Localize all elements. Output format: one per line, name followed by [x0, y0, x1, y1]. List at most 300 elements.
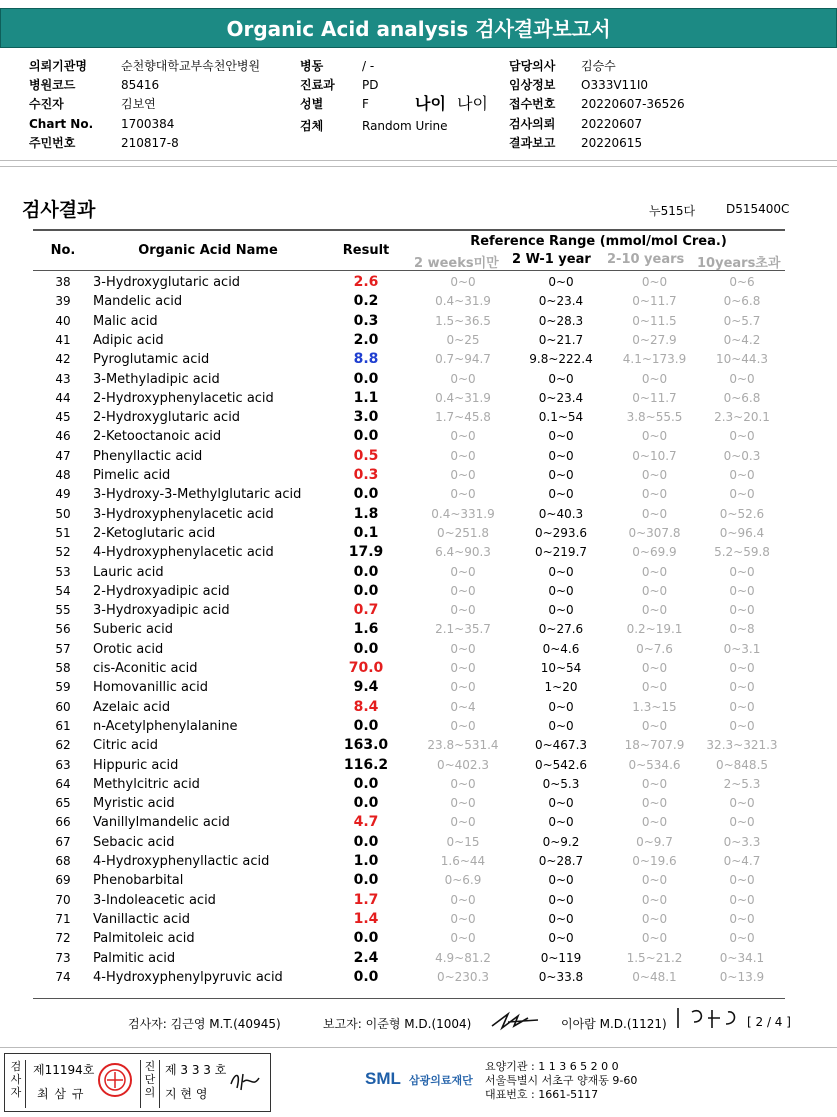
ref-adult: 10~44.3 [715, 352, 769, 367]
ref-child: 0~48.1 [632, 969, 677, 984]
ref-adult: 0~0 [729, 680, 755, 695]
ref-col-newborn: 2 weeks미만 [414, 256, 499, 271]
ref-child: 0~0 [641, 776, 668, 791]
ref-child: 0~10.7 [632, 448, 677, 463]
table-row [0, 427, 837, 446]
acid-name: Malic acid [93, 313, 158, 329]
result-value: 0.1 [353, 524, 379, 541]
header-col2-1-label: 진료과 [300, 78, 335, 93]
acid-name: Homovanillic acid [93, 680, 208, 696]
row-number: 57 [55, 641, 71, 656]
acid-name: 2-Hydroxyphenylacetic acid [93, 390, 274, 406]
ref-newborn: 1.7~45.8 [435, 410, 491, 425]
row-number: 65 [55, 796, 71, 811]
row-number: 39 [55, 294, 71, 309]
result-value: 0.0 [353, 582, 379, 599]
ref-newborn: 0~0 [450, 911, 476, 926]
result-value: 0.0 [353, 428, 379, 445]
ref-adult: 0~3.1 [723, 641, 761, 656]
ref-child: 18~707.9 [624, 738, 685, 753]
ref-newborn: 0~0 [450, 661, 476, 675]
ref-child: 0~0 [641, 796, 668, 811]
table-row [0, 273, 837, 292]
row-number: 40 [55, 313, 71, 328]
ref-adult: 0~5.7 [723, 313, 761, 328]
acid-name: Palmitoleic acid [93, 931, 195, 947]
footer-rule [33, 998, 785, 999]
row-number: 44 [55, 390, 71, 405]
acid-name: Pimelic acid [93, 468, 171, 483]
row-number: 49 [55, 487, 71, 502]
page-indicator: [ 2 / 4 ] [747, 1015, 791, 1029]
ref-infant: 10~54 [540, 661, 582, 675]
acid-name: Adipic acid [93, 332, 164, 348]
ref-adult: 0~34.1 [719, 950, 765, 965]
reporter-signature: 보고자: 이준형 M.D.(1004) [323, 1017, 472, 1031]
result-value: 0.0 [353, 717, 379, 734]
ref-newborn: 0~25 [446, 332, 480, 347]
ref-child: 0~0 [641, 371, 668, 386]
acid-name: Myristic acid [93, 796, 175, 812]
ref-child: 0.2~19.1 [626, 622, 683, 637]
row-number: 56 [55, 622, 71, 637]
stamp-doctor-name: 지 현 영 [165, 1087, 208, 1101]
section-title: 검사결과 [22, 199, 96, 221]
stamp-label-tester: 검사자 [7, 1060, 26, 1108]
acid-name: n-Acetylphenylalanine [93, 718, 238, 734]
table-row [0, 891, 837, 910]
ref-adult: 0~8 [729, 622, 755, 637]
result-value: 1.8 [353, 505, 379, 522]
ref-newborn: 0~6.9 [444, 873, 482, 888]
ref-infant: 0~27.6 [538, 622, 584, 637]
result-value: 2.0 [353, 331, 379, 348]
handwritten-signature-icon [672, 1004, 744, 1032]
org-logo [365, 1069, 473, 1089]
acid-name: 3-Hydroxyadipic acid [93, 603, 230, 619]
ref-child: 0~0 [641, 911, 668, 926]
acid-name: Lauric acid [93, 564, 164, 580]
header-col2-2-label: 성별 [300, 97, 324, 112]
row-number: 41 [55, 332, 71, 347]
acid-name: Methylcitric acid [93, 776, 200, 792]
ref-child: 0~0 [641, 506, 668, 521]
table-row [0, 813, 837, 832]
age-label: 나이 [415, 94, 446, 114]
table-row [0, 350, 837, 369]
result-value: 0.0 [353, 640, 379, 657]
ref-adult: 0~0 [729, 931, 755, 946]
ref-adult: 0~0 [729, 371, 755, 386]
table-row [0, 601, 837, 620]
ref-infant: 0~0 [548, 796, 574, 811]
ref-child: 0~0 [641, 718, 668, 733]
row-number: 59 [55, 680, 71, 695]
row-number: 69 [55, 873, 71, 888]
row-number: 74 [55, 969, 71, 984]
result-value: 0.5 [353, 447, 379, 464]
result-value: 1.7 [353, 891, 379, 908]
header-col1-3-value: 1700384 [121, 116, 175, 131]
result-value: 0.0 [353, 795, 379, 812]
ref-newborn: 0~0 [450, 275, 476, 289]
table-row [0, 659, 837, 678]
ref-infant: 0~28.3 [538, 313, 584, 328]
stamp-label-doctor: 진단의 [140, 1060, 160, 1108]
table-row [0, 871, 837, 890]
ref-infant: 0~0 [548, 429, 574, 444]
table-row [0, 620, 837, 639]
ref-newborn: 0~0 [450, 429, 476, 444]
ref-infant: 0~5.3 [542, 776, 580, 791]
header-col3-4-value: 20220615 [581, 135, 643, 150]
ref-adult: 0~13.9 [719, 969, 765, 984]
ref-newborn: 0.4~31.9 [435, 294, 491, 309]
header-col2-0-label: 병동 [300, 59, 324, 73]
row-number: 47 [55, 448, 71, 463]
acid-name: 4-Hydroxyphenylacetic acid [93, 545, 274, 561]
result-value: 0.7 [353, 602, 379, 619]
ref-infant: 0~0 [548, 931, 574, 946]
header-col3-4-label: 결과보고 [509, 135, 556, 150]
row-number: 71 [55, 911, 71, 926]
row-number: 54 [55, 583, 71, 598]
acid-name: Suberic acid [93, 622, 173, 638]
col-header-reference: Reference Range (mmol/mol Crea.) [470, 234, 727, 249]
result-value: 0.3 [353, 467, 379, 483]
ref-child: 0~0 [641, 931, 668, 946]
result-value: 8.8 [353, 351, 379, 368]
ref-infant: 0~0 [548, 718, 574, 733]
ref-adult: 0~0 [729, 429, 755, 444]
acid-name: 4-Hydroxyphenyllactic acid [93, 854, 270, 869]
ref-child: 0~534.6 [628, 757, 681, 772]
row-number: 72 [55, 931, 71, 946]
ref-child: 0~69.9 [632, 545, 677, 560]
ref-infant: 0~542.6 [534, 757, 588, 772]
ref-newborn: 0~0 [450, 603, 476, 618]
ref-child: 0~11.7 [632, 294, 677, 309]
ref-newborn: 2.1~35.7 [435, 622, 491, 637]
ref-adult: 0~0 [729, 699, 755, 714]
ref-adult: 0~0 [729, 873, 755, 888]
ref-infant: 0~0 [548, 275, 574, 289]
table-top-rule [33, 229, 785, 231]
result-value: 70.0 [348, 660, 384, 676]
ref-adult: 0~0 [729, 583, 755, 598]
ref-infant: 0~0 [548, 699, 574, 714]
table-row [0, 640, 837, 659]
header-col2-3-label: 검체 [300, 118, 324, 133]
table-row [0, 505, 837, 524]
row-number: 48 [55, 468, 71, 482]
table-row [0, 678, 837, 697]
org-line1: 요양기관 : 1 1 3 6 5 2 0 0 [485, 1060, 619, 1073]
ref-infant: 0~4.6 [542, 641, 580, 656]
ref-child: 0~0 [641, 583, 668, 598]
result-value: 0.0 [353, 833, 379, 850]
ref-adult: 2~5.3 [723, 776, 761, 791]
stamp-tester-no: 제11194호 [33, 1063, 95, 1077]
header-col1-4-label: 주민번호 [29, 135, 76, 150]
table-row [0, 794, 837, 813]
result-value: 2.4 [353, 949, 379, 966]
header-rule [33, 270, 785, 271]
result-value: 2.6 [353, 274, 379, 290]
ref-infant: 0~0 [548, 448, 574, 463]
ref-infant: 0~0 [548, 468, 574, 482]
ref-infant: 0~23.4 [538, 390, 584, 405]
table-row [0, 331, 837, 350]
result-value: 0.0 [353, 930, 379, 947]
ref-child: 0~11.5 [632, 313, 677, 328]
ref-adult: 0~0.3 [723, 448, 761, 463]
ref-col-child: 2-10 years [607, 252, 685, 267]
ref-child: 0~27.9 [632, 332, 677, 347]
acid-name: Phenyllactic acid [93, 448, 203, 464]
header-col3-2-label: 접수번호 [509, 97, 556, 112]
ref-child: 0~0 [641, 661, 668, 675]
ref-newborn: 23.8~531.4 [427, 738, 499, 753]
header-col1-4-value: 210817-8 [121, 135, 179, 150]
acid-name: Palmitic acid [93, 950, 176, 966]
header-col3-1-value: O333V11I0 [581, 78, 649, 93]
ref-newborn: 0~0 [450, 448, 476, 463]
table-row [0, 833, 837, 852]
ref-adult: 0~6.8 [723, 294, 761, 309]
row-number: 73 [55, 950, 71, 965]
result-value: 9.4 [353, 679, 379, 696]
row-number: 51 [55, 525, 71, 540]
table-row [0, 756, 837, 775]
result-value: 8.4 [353, 698, 379, 715]
ref-child: 0~0 [641, 487, 668, 502]
ref-adult: 0~6 [729, 275, 755, 289]
ref-infant: 0~0 [548, 487, 574, 502]
row-number: 60 [55, 699, 71, 714]
ref-newborn: 0~4 [450, 699, 476, 714]
table-row [0, 775, 837, 794]
acid-name: Vanillylmandelic acid [93, 815, 230, 831]
ref-child: 0~0 [641, 680, 668, 695]
report-title: Organic Acid analysis 검사결과보고서 [0, 8, 837, 48]
header-col1-2-label: 수진자 [29, 97, 64, 112]
ref-child: 1.3~15 [632, 699, 677, 714]
ref-child: 0~7.6 [636, 641, 673, 656]
ref-newborn: 0~0 [450, 468, 476, 482]
table-row [0, 370, 837, 389]
ref-newborn: 0~0 [450, 487, 476, 502]
ref-adult: 0~52.6 [719, 506, 765, 521]
result-value: 0.0 [353, 872, 379, 889]
ref-infant: 1~20 [544, 680, 578, 695]
certification-stamp [4, 1053, 271, 1112]
header-col1-0-value: 순천향대학교부속천안병원 [121, 59, 261, 73]
ref-infant: 0~0 [548, 583, 574, 598]
acid-name: 2-Ketooctanoic acid [93, 429, 222, 445]
result-value: 0.0 [353, 486, 379, 503]
ref-newborn: 0~230.3 [436, 969, 490, 984]
ref-newborn: 0~0 [450, 371, 476, 386]
table-row [0, 736, 837, 755]
ref-child: 0~19.6 [632, 854, 677, 868]
result-value: 3.0 [353, 409, 379, 426]
ref-newborn: 0~0 [450, 718, 476, 733]
header-col3-3-label: 검사의뢰 [509, 116, 556, 131]
ref-newborn: 0~0 [450, 892, 476, 907]
row-number: 63 [55, 757, 71, 772]
ref-child: 0~0 [641, 873, 668, 888]
ref-newborn: 0~0 [450, 564, 476, 579]
ref-child: 0~11.7 [632, 390, 677, 405]
ref-newborn: 0~251.8 [436, 525, 490, 540]
ref-adult: 0~0 [729, 603, 755, 618]
header-col2-3-value: Random Urine [362, 118, 448, 133]
col-header-no: No. [50, 243, 76, 258]
ref-infant: 0~0 [548, 371, 574, 386]
row-number: 68 [55, 854, 71, 868]
ref-infant: 0~0 [548, 911, 574, 926]
ref-newborn: 0~0 [450, 815, 476, 830]
table-row [0, 543, 837, 562]
ref-infant: 0~23.4 [538, 294, 584, 309]
header-col1-1-label: 병원코드 [29, 78, 76, 93]
table-row [0, 582, 837, 601]
sml-logo-icon: SML [365, 1069, 401, 1088]
row-number: 64 [55, 776, 71, 791]
ref-child: 0~0 [641, 892, 668, 907]
row-number: 45 [55, 410, 71, 425]
table-row [0, 563, 837, 582]
row-number: 46 [55, 429, 71, 444]
table-row [0, 717, 837, 736]
seal-icon [97, 1062, 133, 1098]
result-value: 163.0 [343, 737, 389, 754]
header-col1-3-label: Chart No. [29, 116, 94, 131]
code-right: D515400C [726, 202, 790, 216]
ref-child: 0~0 [641, 429, 668, 444]
ref-infant: 0~0 [548, 892, 574, 907]
header-col3-3-value: 20220607 [581, 116, 643, 131]
header-col3-2-value: 20220607-36526 [581, 97, 685, 112]
header-col3-0-label: 담당의사 [509, 59, 556, 73]
ref-col-infant: 2 W-1 year [512, 252, 591, 267]
tester-signature: 검사자: 김근영 M.T.(40945) [128, 1017, 281, 1031]
acid-name: Citric acid [93, 738, 158, 754]
table-row [0, 698, 837, 717]
ref-infant: 0~467.3 [534, 738, 588, 753]
acid-name: 3-Indoleacetic acid [93, 892, 216, 908]
header-col2-1-value: PD [362, 78, 379, 93]
result-value: 0.2 [353, 293, 379, 310]
ref-child: 0~0 [641, 468, 668, 482]
result-value: 0.0 [353, 968, 379, 985]
ref-adult: 0~0 [729, 718, 755, 733]
acid-name: Mandelic acid [93, 294, 183, 310]
ref-infant: 0~21.7 [538, 332, 584, 347]
ref-infant: 0~9.2 [542, 834, 580, 849]
acid-name: Phenobarbital [93, 873, 184, 889]
ref-infant: 0~0 [548, 564, 574, 579]
ref-adult: 0~0 [729, 796, 755, 811]
ref-newborn: 4.9~81.2 [435, 950, 491, 965]
acid-name: Vanillactic acid [93, 911, 191, 927]
header-col1-1-value: 85416 [121, 78, 160, 93]
table-row [0, 447, 837, 466]
header-col1-0-label: 의뢰기관명 [29, 59, 87, 73]
ref-adult: 32.3~321.3 [706, 738, 778, 753]
result-value: 1.6 [353, 621, 379, 638]
stamp-tester-name: 최 삼 규 [37, 1087, 85, 1101]
table-row [0, 312, 837, 331]
ref-newborn: 0~0 [450, 931, 476, 946]
ref-infant: 0~119 [540, 950, 582, 965]
org-info [485, 1060, 637, 1102]
org-line3: 대표번호 : 1661-5117 [485, 1088, 599, 1101]
org-line2: 서울특별시 서초구 양재동 9-60 [485, 1074, 638, 1087]
result-value: 0.0 [353, 775, 379, 792]
ref-newborn: 0~0 [450, 796, 476, 811]
ref-infant: 0~219.7 [534, 545, 588, 560]
result-value: 1.4 [353, 910, 379, 927]
acid-name: 4-Hydroxyphenylpyruvic acid [93, 969, 283, 985]
header-col3-0-value: 김승수 [581, 59, 616, 73]
result-value: 0.0 [353, 370, 379, 387]
ref-newborn: 0~15 [446, 834, 480, 849]
row-number: 66 [55, 815, 71, 830]
ref-newborn: 0.4~31.9 [435, 390, 491, 405]
ref-infant: 0~0 [548, 603, 574, 618]
ref-child: 3.8~55.5 [626, 410, 683, 425]
acid-name: 2-Hydroxyglutaric acid [93, 410, 241, 426]
ref-col-adult: 10years초과 [697, 256, 781, 271]
acid-name: Hippuric acid [93, 757, 179, 773]
ref-child: 0~0 [641, 815, 668, 830]
ref-newborn: 0~0 [450, 776, 476, 791]
table-row [0, 524, 837, 543]
result-value: 116.2 [343, 756, 389, 773]
ref-infant: 9.8~222.4 [529, 352, 593, 367]
ref-adult: 0~0 [729, 564, 755, 579]
table-row [0, 408, 837, 427]
header-col2-2-value: F [362, 97, 369, 112]
ref-infant: 0~40.3 [538, 506, 584, 521]
result-value: 4.7 [353, 814, 379, 831]
ref-newborn: 0~0 [450, 680, 476, 695]
acid-name: 3-Hydroxyphenylacetic acid [93, 506, 274, 522]
ref-adult: 5.2~59.8 [714, 545, 770, 560]
row-number: 43 [55, 371, 71, 386]
ref-newborn: 0~402.3 [436, 757, 490, 772]
age-value: 나이 [457, 94, 488, 114]
table-row [0, 929, 837, 948]
header-col2-0-value: / - [362, 59, 375, 73]
ref-infant: 0~293.6 [534, 525, 588, 540]
ref-newborn: 1.5~36.5 [435, 313, 491, 328]
row-number: 42 [55, 352, 71, 367]
ref-adult: 0~6.8 [723, 390, 761, 405]
code-left: 누515다 [649, 204, 696, 218]
acid-name: 2-Ketoglutaric acid [93, 525, 216, 541]
divider [0, 166, 837, 167]
table-row [0, 292, 837, 311]
divider [0, 1047, 837, 1048]
row-number: 67 [55, 834, 71, 849]
acid-name: Orotic acid [93, 641, 164, 657]
third-signature: 이아람 M.D.(1121) [561, 1017, 667, 1031]
org-name: 삼광의료재단 [408, 1074, 473, 1087]
ref-newborn: 1.6~44 [440, 854, 486, 868]
